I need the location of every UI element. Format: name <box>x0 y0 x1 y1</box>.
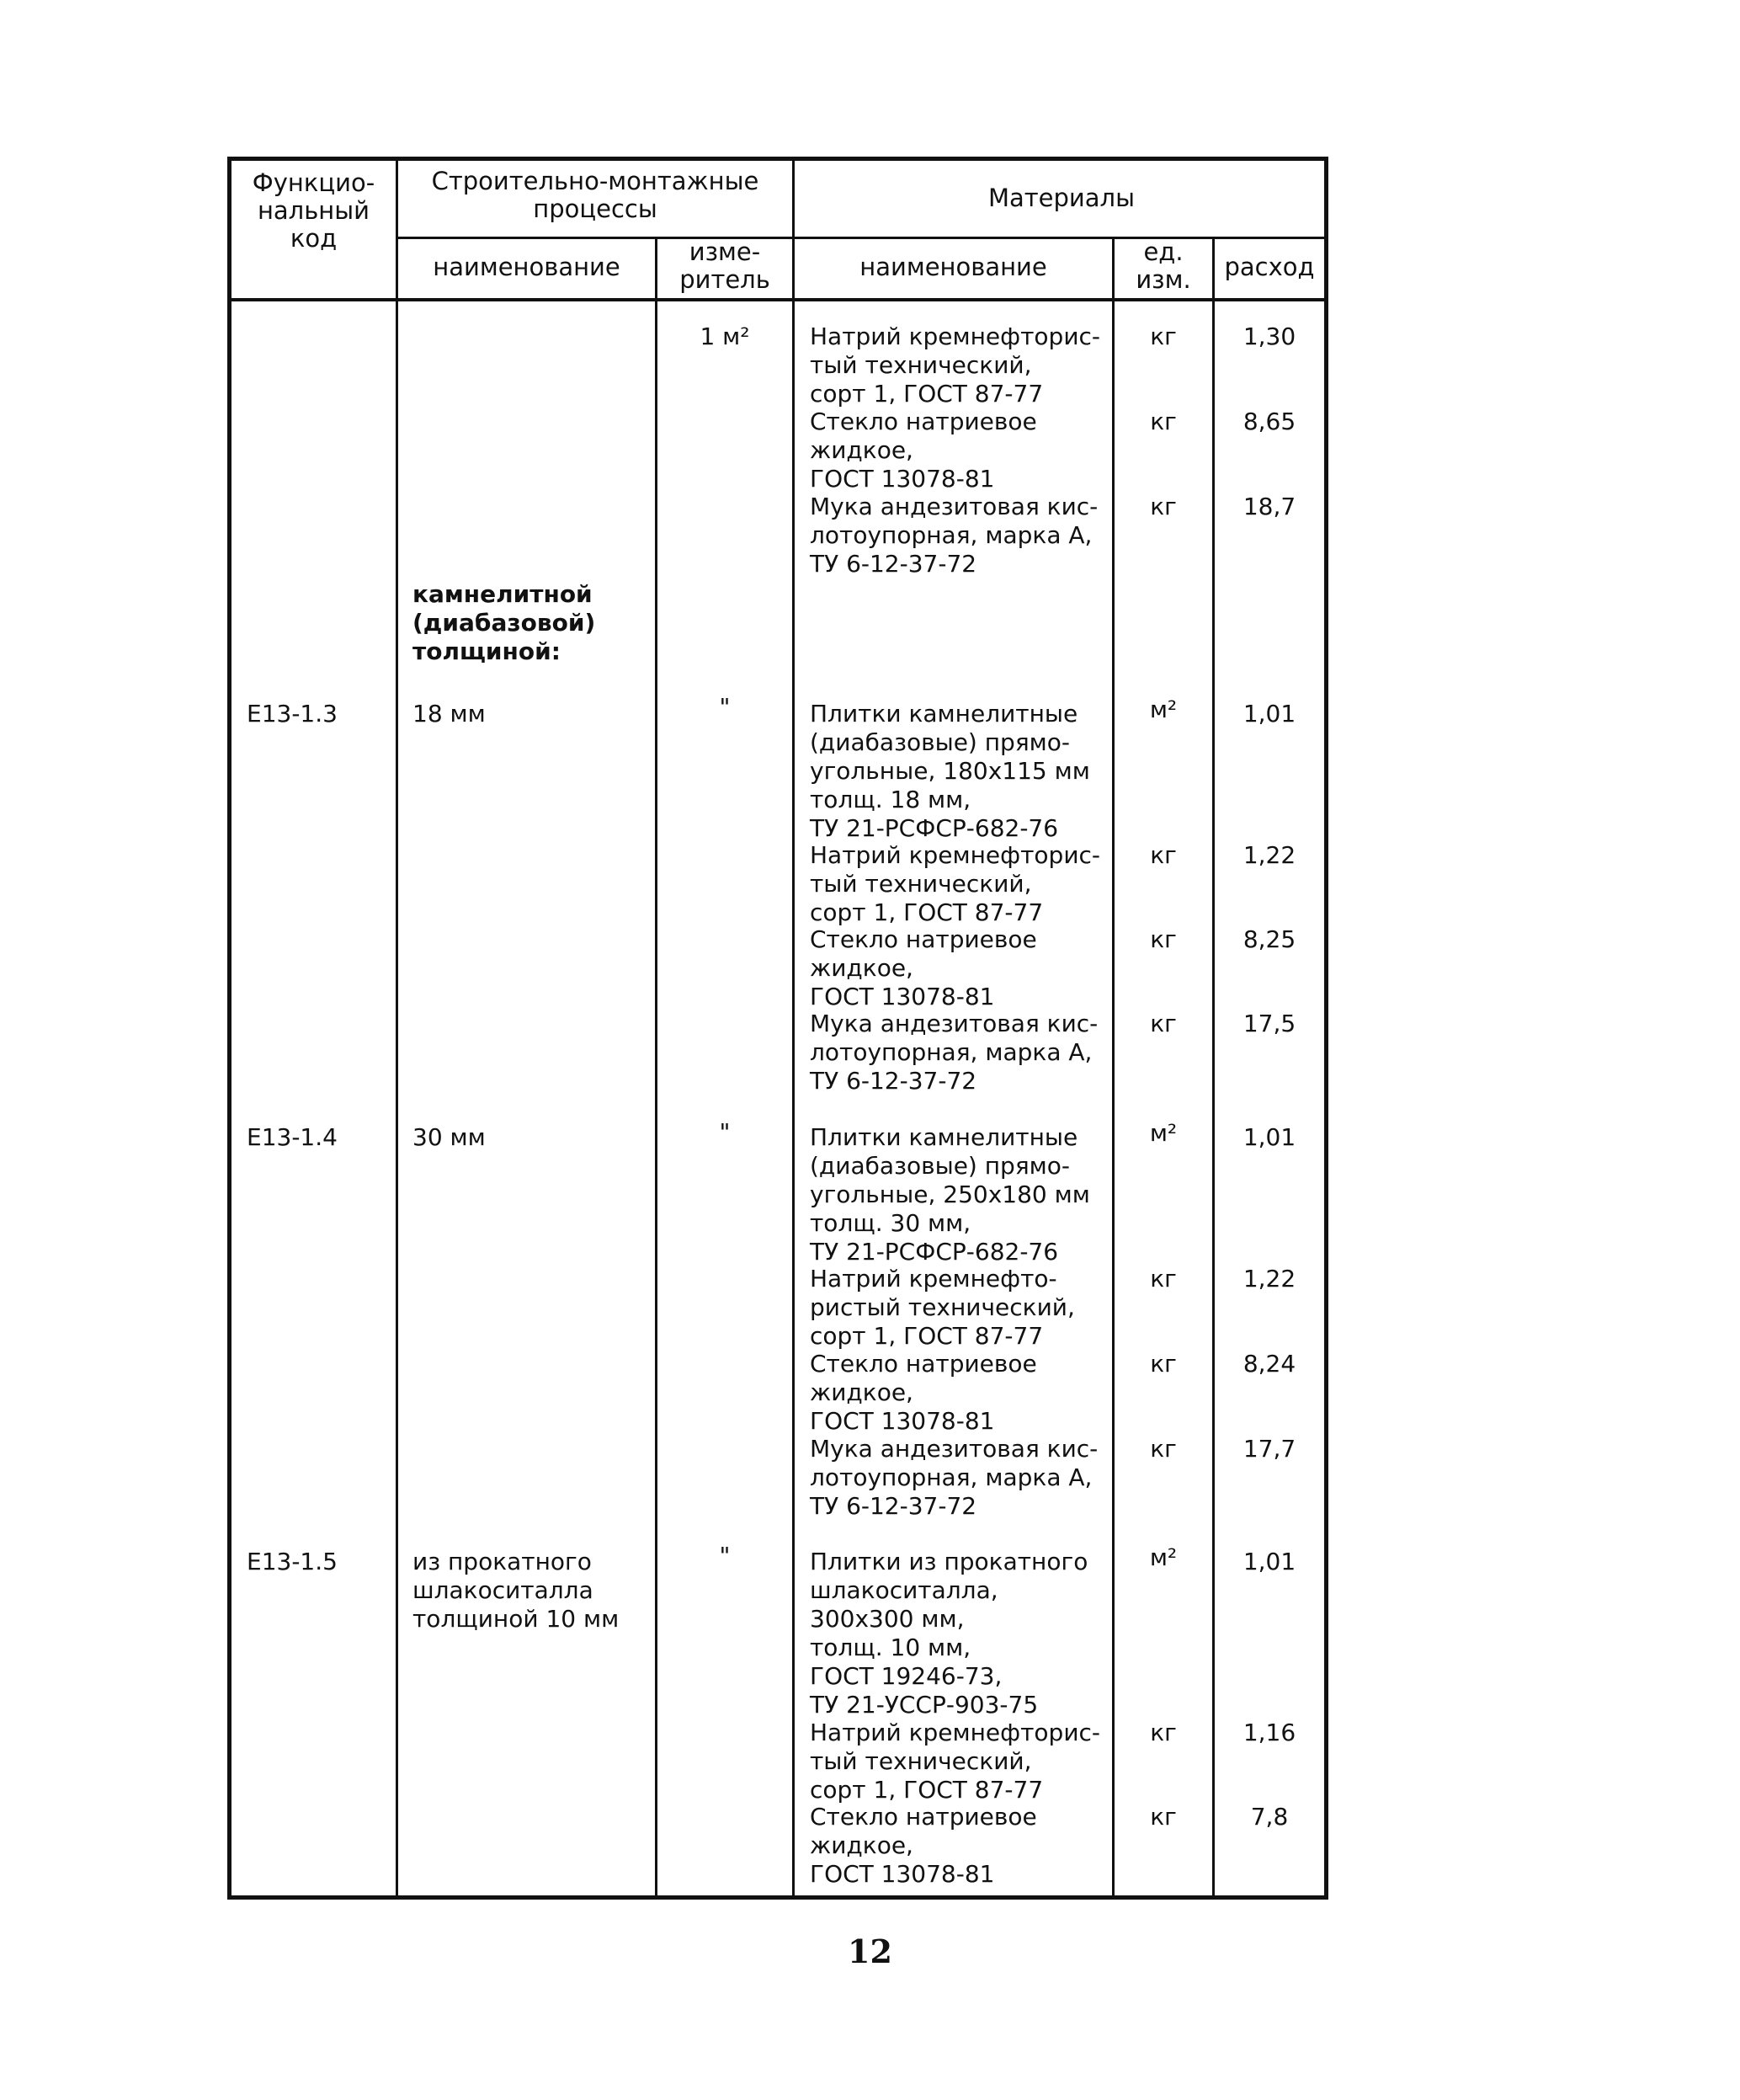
materials-table <box>227 157 1328 1900</box>
material-name: Стекло натриевое жидкое, ГОСТ 13078-81 <box>810 1803 1037 1888</box>
material-name: Натрий кремнефторис- тый технический, сорт 1, ГОСТ 87-77 <box>810 1719 1101 1804</box>
material-value: 1,01 <box>1242 1123 1296 1151</box>
material-value: 8,25 <box>1242 925 1296 953</box>
material-name: Мука андезитовая кис- лотоупорная, марка А, ТУ 6-12-37-72 <box>810 1435 1099 1520</box>
header-bottom-border <box>231 298 1324 301</box>
header-processes: Строительно-монтажные процессы <box>431 167 759 223</box>
material-value: 17,7 <box>1242 1435 1296 1463</box>
material-value: 1,30 <box>1242 322 1296 350</box>
material-value: 1,16 <box>1242 1719 1296 1746</box>
row-code: Е13-1.3 <box>247 700 338 728</box>
col-divider <box>655 237 657 1895</box>
material-unit: кг <box>1150 408 1177 435</box>
header-proc-unit: изме- ритель <box>679 237 770 294</box>
material-unit: м² <box>1149 1119 1178 1147</box>
row-unit: " <box>719 1542 731 1570</box>
material-name: Натрий кремнефторис- тый технический, сорт 1, ГОСТ 87-77 <box>810 322 1101 408</box>
material-name: Мука андезитовая кис- лотоупорная, марка А, ТУ 6-12-37-72 <box>810 1010 1099 1095</box>
material-unit: кг <box>1150 493 1177 520</box>
header-proc-name: наименование <box>433 253 620 281</box>
header-func-code: Функцио- нальный код <box>252 168 375 253</box>
material-unit: м² <box>1149 1543 1178 1571</box>
material-value: 1,22 <box>1242 1265 1296 1293</box>
material-value: 8,65 <box>1242 408 1296 435</box>
header-mat-consumption: расход <box>1224 253 1315 281</box>
material-value: 18,7 <box>1242 493 1296 520</box>
header-mat-unit: ед. изм. <box>1136 237 1191 294</box>
material-value: 1,01 <box>1242 1548 1296 1575</box>
material-name: Натрий кремнефто- ристый технический, сорт 1, ГОСТ 87-77 <box>810 1265 1075 1350</box>
material-name: Натрий кремнефторис- тый технический, сорт 1, ГОСТ 87-77 <box>810 841 1101 926</box>
material-name: Стекло натриевое жидкое, ГОСТ 13078-81 <box>810 925 1037 1010</box>
material-unit: кг <box>1150 1265 1177 1293</box>
header-materials: Материалы <box>988 184 1135 212</box>
material-unit: кг <box>1150 1803 1177 1831</box>
row-code: Е13-1.4 <box>247 1123 338 1151</box>
material-unit: кг <box>1150 1719 1177 1746</box>
material-unit: кг <box>1150 1350 1177 1378</box>
material-unit: кг <box>1150 322 1177 350</box>
material-unit: кг <box>1150 1435 1177 1463</box>
row-process: из прокатного шлакоситалла толщиной 10 мм <box>412 1548 620 1633</box>
material-name: Стекло натриевое жидкое, ГОСТ 13078-81 <box>810 1350 1037 1435</box>
material-unit: кг <box>1150 925 1177 953</box>
material-name: Мука андезитовая кис- лотоупорная, марка А, ТУ 6-12-37-72 <box>810 493 1099 578</box>
row-unit: " <box>719 1118 731 1146</box>
col-divider <box>1212 237 1215 1895</box>
header-mat-name: наименование <box>859 253 1047 281</box>
material-unit: м² <box>1149 696 1178 723</box>
page-number: 12 <box>848 1932 892 1970</box>
material-name: Стекло натриевое жидкое, ГОСТ 13078-81 <box>810 408 1037 493</box>
col-divider <box>1112 237 1115 1895</box>
col-divider <box>792 161 795 1895</box>
material-name: Плитки камнелитные (диабазовые) прямо- угольные, 250х180 мм толщ. 30 мм, ТУ 21-РСФСР-682-76 <box>810 1123 1090 1266</box>
col-divider <box>396 161 398 1895</box>
material-value: 1,22 <box>1242 841 1296 869</box>
material-value: 7,8 <box>1250 1803 1289 1831</box>
row-process: 30 мм <box>412 1123 486 1151</box>
material-unit: кг <box>1150 1010 1177 1037</box>
row-code: Е13-1.5 <box>247 1548 338 1575</box>
group1-unit: 1 м² <box>700 322 750 350</box>
material-name: Плитки из прокатного шлакоситалла, 300х300 мм, толщ. 10 мм, ГОСТ 19246-73, ТУ 21-УССР-903-75 <box>810 1548 1088 1719</box>
process-subheading: камнелитной (диабазовой) толщиной: <box>412 580 596 665</box>
material-value: 1,01 <box>1242 700 1296 728</box>
material-unit: кг <box>1150 841 1177 869</box>
row-process: 18 мм <box>412 700 486 728</box>
material-name: Плитки камнелитные (диабазовые) прямо- угольные, 180х115 мм толщ. 18 мм, ТУ 21-РСФСР-682-76 <box>810 700 1090 842</box>
material-value: 17,5 <box>1242 1010 1296 1037</box>
row-unit: " <box>719 693 731 721</box>
material-value: 8,24 <box>1242 1350 1296 1378</box>
